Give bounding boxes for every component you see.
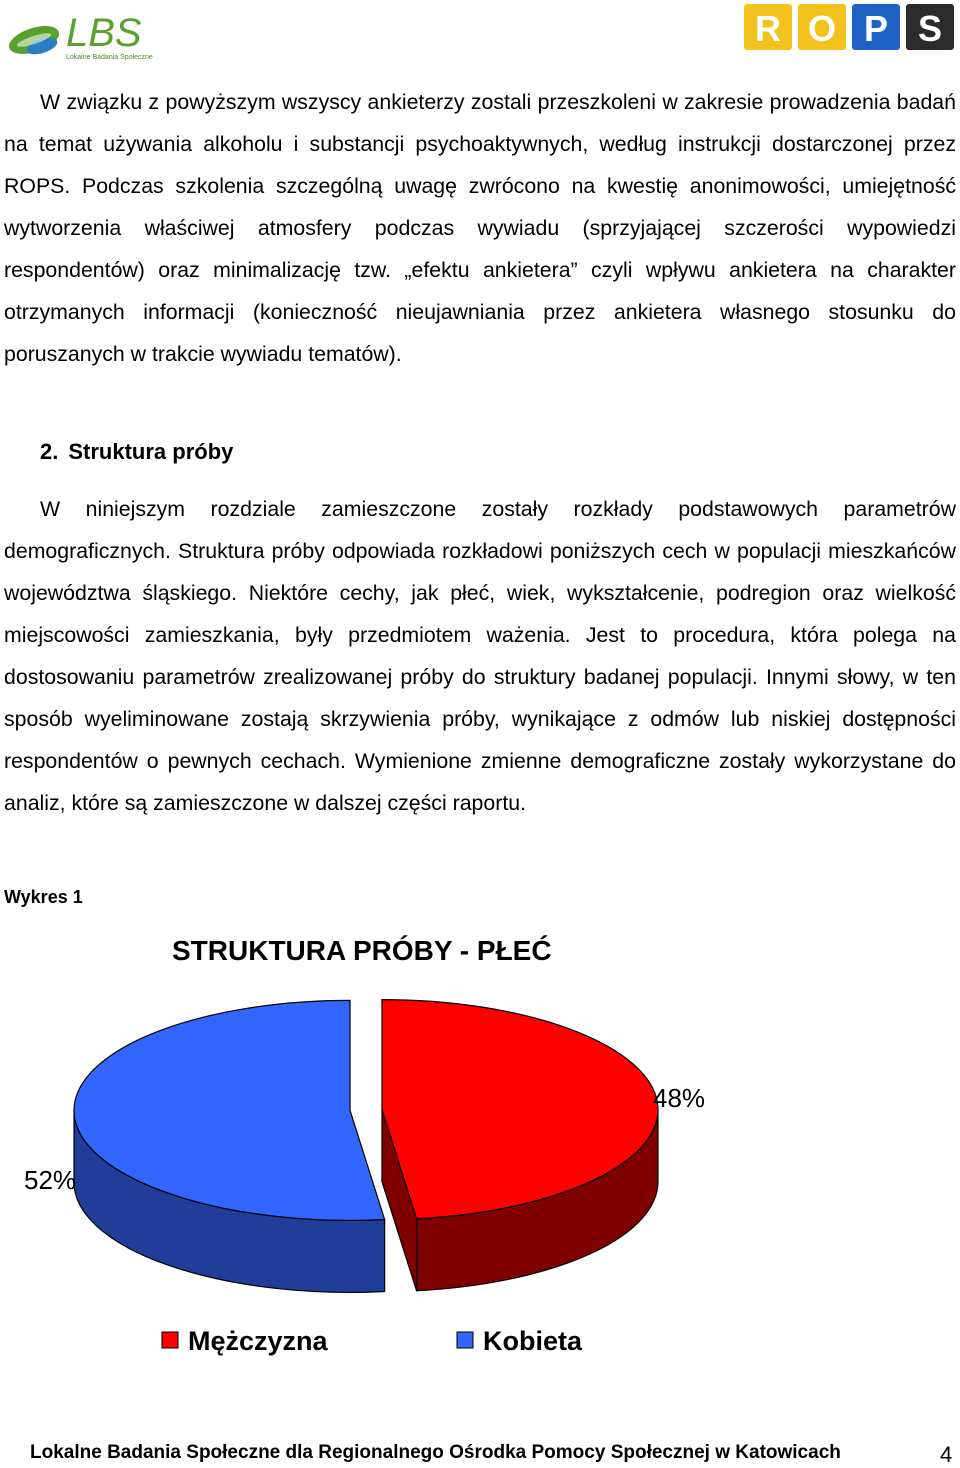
value-label-mezczyzna: 48% [653,1083,706,1113]
legend-label-mezczyzna: Mężczyzna [188,1326,328,1356]
chart-title: STRUKTURA PRÓBY - PŁEĆ [172,935,552,966]
footer-text: Lokalne Badania Społeczne dla Regionalnego Ośrodka Pomocy Społecznej w Katowicach [30,1442,841,1463]
value-label-kobieta: 52% [24,1165,77,1195]
page-number: 4 [940,1442,953,1467]
lbs-logo-subtitle: Lokalne Badania Społeczne [66,54,153,61]
rops-letter-o: O [807,8,837,49]
section-heading [40,436,233,468]
legend-label-kobieta: Kobieta [483,1326,583,1356]
pie-chart [0,915,960,1385]
rops-letter-p: P [863,8,889,49]
legend-swatch-kobieta [457,1332,473,1348]
chart-legend [162,1326,583,1356]
lbs-leaf-icon [6,21,63,60]
rops-letter-r: R [755,8,781,49]
lbs-logo [4,2,154,62]
lbs-logo-text: LBS [66,11,142,55]
paragraph-sample-structure: W niniejszym rozdziale zamieszczone zostały rozkłady podstawowych parametrów demograficznych. Struktura próby odpowiada rozkładowi poniższych cech w populacji mieszkańców województwa śląskiego. Niektóre cechy, jak płeć, wiek, wykształcenie, podregion oraz wielkość miejscowości zamieszkania, były przedmiotem ważenia. Jest to procedura, która polega na dostosowaniu parametrów zrealizowanej próby do struktury badanej populacji. Innymi słowy, w ten sposób wyeliminowane zostają skrzywienia próby, wynikające z odmów lub niskiej dostępności respondentów o pewnych cechach. Wymienione zmienne demograficzne zostały wykorzystane do analiz, które są zamieszczone w dalszej części raportu. [4,497,956,815]
figure-caption: Wykres 1 [4,887,83,907]
pie-slices [74,1000,658,1293]
rops-letter-s: S [917,8,943,49]
section-number: 2. [40,439,59,464]
rops-logo [744,2,954,52]
legend-swatch-mezczyzna [162,1332,178,1348]
section-title: Struktura próby [68,439,234,464]
paragraph-training: W związku z powyższym wszyscy ankieterzy zostali przeszkoleni w zakresie prowadzenia badań na temat używania alkoholu i substancji psychoaktywnych, według instrukcji dostarczonej przez ROPS. Podczas szkolenia szczególną uwagę zwrócono na kwestię anonimowości, umiejętność wytworzenia właściwej atmosfery podczas wywiadu (sprzyjającej szczerości wypowiedzi respondentów) oraz minimalizację tzw. „efektu ankietera” czyli wpływu ankietera na charakter otrzymanych informacji (konieczność nieujawniania przez ankietera własnego stosunku do poruszanych w trakcie wywiadu tematów). [4,90,956,366]
